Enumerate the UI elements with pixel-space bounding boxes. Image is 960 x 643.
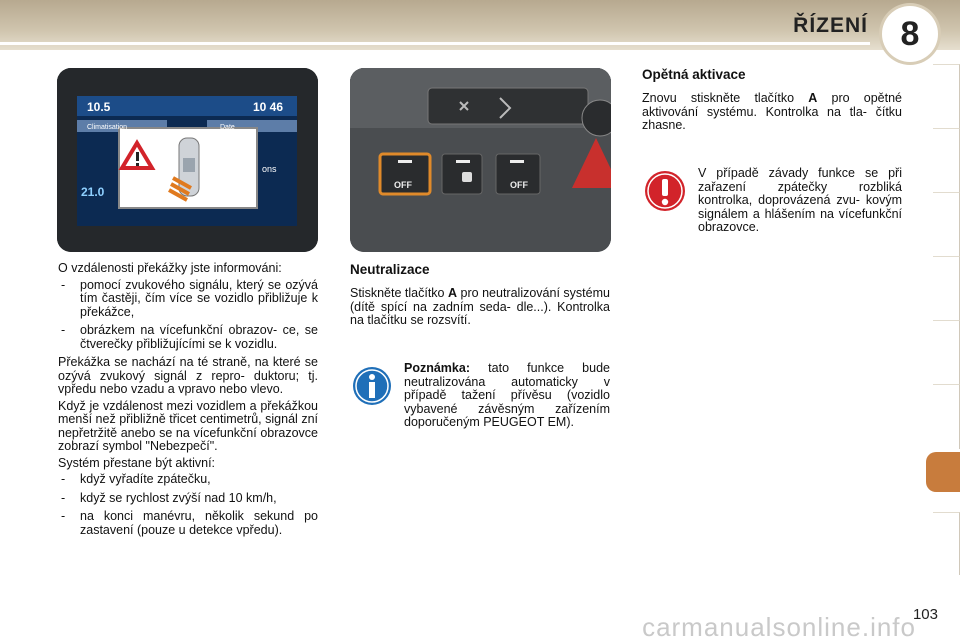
screen-menu-left: Climatisation — [87, 124, 128, 131]
page-number: 103 — [912, 606, 938, 623]
neutralizace-text-after: pro neutralizování systému (dítě spící na zadním seda- dle...). Kontrolka na tlačítku se rozsvítí. — [350, 286, 610, 327]
switch-panel-photo — [350, 68, 611, 252]
info-icon — [352, 366, 392, 406]
button-letter: A — [448, 286, 458, 300]
chapter-tab[interactable] — [933, 512, 960, 575]
deactivation-intro: Systém přestane být aktivní: — [58, 455, 216, 470]
screen-time-right: 10 46 — [253, 100, 284, 114]
switch-panel-illustration — [350, 68, 611, 252]
chapter-tab[interactable] — [933, 64, 960, 129]
list-item: - když vyřadíte zpátečku, — [58, 473, 318, 487]
obstacle-side-paragraph: Překážka se nachází na té straně, na které se ozývá zvukový signál z repro- duktoru; tj. vpředu nebo vzadu a vpravo nebo vlevo. — [58, 355, 318, 396]
screen-menu-right: Date — [220, 124, 235, 131]
screen-side-right: ons — [262, 164, 277, 174]
list-item: - pomocí zvukového signálu, který se ozývá tím častěji, čím více se vozidlo přibližuje k překážce, — [58, 279, 318, 320]
intro-text: O vzdálenosti překážky jste informováni: — [58, 261, 282, 275]
header-divider — [0, 42, 870, 45]
neutralizace-text-before: Stiskněte tlačítko — [350, 286, 445, 300]
watermark: carmanualsonline.info — [642, 612, 916, 642]
chapter-tab[interactable] — [933, 192, 960, 257]
neutralizace-text — [350, 287, 610, 328]
chapter-title: ŘÍZENÍ — [793, 14, 868, 37]
reactivation-text-after: pro opětné aktivování systému. Kontrolka na tla- čítku zhasne. — [642, 91, 902, 132]
chapter-number-badge: 8 — [882, 6, 938, 62]
warning-icon — [644, 170, 686, 212]
left-column-text — [58, 262, 318, 542]
reactivation-text-before: Znovu stiskněte tlačítko — [642, 91, 795, 105]
deactivation-list — [58, 473, 318, 537]
chapter-tabs — [930, 64, 960, 574]
info-methods-list — [58, 279, 318, 352]
note-text — [404, 362, 610, 430]
list-item: - když se rychlost zvýší nad 10 km/h, — [58, 492, 318, 506]
screen-time-left: 10.5 — [87, 100, 111, 114]
page-header — [0, 0, 960, 53]
list-item: - obrázkem na vícefunkční obrazov- ce, se čtverečky přibližujícími se k vozidlu. — [58, 324, 318, 351]
reactivation-heading: Opětná aktivace — [642, 67, 746, 82]
danger-distance-paragraph: Když je vzdálenost mezi vozidlem a překážkou menší než přibližně třicet centimetrů, signál zní nepřetržitě anebo se na vícefunkční obrazovce zobrazí symbol "Nebezpečí". — [58, 398, 318, 453]
note-body: tato funkce bude neutralizována automaticky v případě tažení přívěsu (vozidlo vybavené závěsným zařízením doporučeným PEUGEOT EM). — [404, 361, 610, 429]
note-label: Poznámka: — [404, 361, 470, 375]
chapter-tab-active[interactable] — [926, 452, 960, 492]
warning-text: V případě závady funkce se při zařazení zpátečky rozbliká kontrolka, doprovázená zvu- kovým signálem a hlášením na vícefunkční obrazovce. — [698, 166, 902, 234]
multifunction-screen-photo — [57, 68, 318, 252]
screen-side-left: 21.0 — [81, 185, 105, 199]
chapter-tab[interactable] — [933, 320, 960, 385]
chapter-tab[interactable] — [933, 384, 960, 449]
chapter-tab[interactable] — [933, 128, 960, 193]
alarm-off-label: OFF — [510, 180, 528, 190]
chapter-tab[interactable] — [933, 256, 960, 321]
reactivation-text — [642, 92, 902, 133]
neutralizace-heading: Neutralizace — [350, 262, 430, 277]
park-sensor-off-label: OFF — [394, 180, 412, 190]
list-item: - na konci manévru, několik sekund po zastavení (pouze u detekce vpředu). — [58, 510, 318, 537]
screen-illustration — [57, 68, 318, 252]
button-letter: A — [808, 91, 818, 105]
